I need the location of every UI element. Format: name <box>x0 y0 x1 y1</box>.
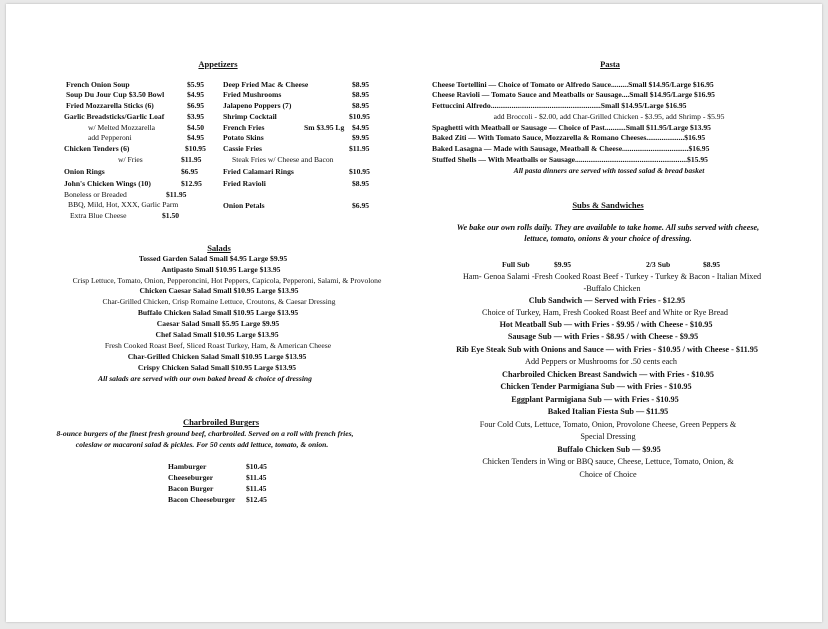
burger-price: $10.45 <box>246 462 267 471</box>
burgers-description: coleslaw or macaroni salad & pickles. For 50 cents add lettuce, tomato, & onion. <box>75 440 329 449</box>
appetizer-name: Soup Du Jour Cup $3.50 Bowl <box>66 90 165 99</box>
burger-price: $11.45 <box>246 473 267 482</box>
sub-line: Chicken Tender Parmigiana Sub — with Fries - $10.95 <box>500 382 692 391</box>
appetizer-price: $6.95 <box>352 201 370 210</box>
sub-line: Ham- Genoa Salami -Fresh Cooked Roast Beef - Turkey - Turkey & Bacon - Italian Mixed <box>462 272 762 281</box>
sub-line: Choice of Turkey, Ham, Fresh Cooked Roast Beef and White or Rye Bread <box>482 308 728 317</box>
pasta-line: add Broccoli - $2.00, add Char-Grilled Chicken - $3.95, add Shrimp - $5.95 <box>493 112 725 121</box>
sub-line: Choice of Choice <box>579 470 637 479</box>
sub-line: Baked Italian Fiesta Sub — $11.95 <box>547 407 669 416</box>
appetizer-name: John's Chicken Wings (10) <box>64 179 151 188</box>
two-thirds-sub-price: $8.95 <box>703 260 721 269</box>
burger-name: Cheeseburger <box>168 473 214 482</box>
appetizer-name: Onion Rings <box>64 167 105 176</box>
pasta-line: Fettuccini Alfredo..........................................................Small $14.95/Large $16.95 <box>432 101 687 110</box>
appetizer-price: $5.95 <box>187 80 205 89</box>
pasta-note: All pasta dinners are served with tossed salad & bread basket <box>513 166 705 175</box>
salad-line: Chicken Caesar Salad Small $10.95 Large $13.95 <box>139 286 299 295</box>
appetizer-name: Boneless or Breaded <box>64 190 127 199</box>
appetizer-price: $8.95 <box>352 101 370 110</box>
appetizer-size-prices: Sm $3.95 Lg <box>304 123 345 132</box>
salad-line: Buffalo Chicken Salad Small $10.95 Large $13.95 <box>137 308 299 317</box>
appetizer-price: $6.95 <box>181 167 199 176</box>
sub-line: Special Dressing <box>580 432 636 441</box>
appetizer-price: $11.95 <box>349 144 370 153</box>
appetizer-name: Cassie Fries <box>223 144 263 153</box>
appetizer-price: $3.95 <box>187 112 205 121</box>
appetizer-name: Deep Fried Mac & Cheese <box>223 80 309 89</box>
sub-line: Charbroiled Chicken Breast Sandwich — with Fries - $10.95 <box>502 370 714 379</box>
appetizer-name: Extra Blue Cheese <box>70 211 127 220</box>
subs-intro: We bake our own rolls daily. They are available to take home. All subs served with cheese, <box>456 223 760 232</box>
burger-price: $11.45 <box>246 484 267 493</box>
appetizer-name: Fried Calamari Rings <box>223 167 294 176</box>
pasta-line: Spaghetti with Meatball or Sausage — Choice of Past...........Small $11.95/Large $13.95 <box>432 123 711 132</box>
appetizer-name: Steak Fries w/ Cheese and Bacon <box>232 155 334 164</box>
appetizer-name: w/ Melted Mozzarella <box>88 123 156 132</box>
pasta-line: Baked Ziti — With Tomato Sauce, Mozzarella & Romano Cheeses....................$16.95 <box>432 133 706 142</box>
sub-line: Eggplant Parmigiana Sub — with Fries - $10.95 <box>511 395 679 404</box>
burger-name: Bacon Burger <box>168 484 214 493</box>
sub-line: Club Sandwich — Served with Fries - $12.95 <box>528 296 686 305</box>
appetizer-name: Chicken Tenders (6) <box>64 144 130 153</box>
appetizer-price: $8.95 <box>352 179 370 188</box>
pasta-line: Stuffed Shells — With Meatballs or Sausage...........................................................$15.95 <box>432 155 708 164</box>
appetizer-price: $11.95 <box>181 155 202 164</box>
subs-intro: lettuce, tomato, onions & your choice of dressing. <box>524 234 692 243</box>
appetizer-name: French Fries <box>223 123 265 132</box>
sub-line: Add Peppers or Mushrooms for .50 cents each <box>525 357 677 366</box>
appetizer-price: $9.95 <box>352 133 370 142</box>
appetizer-price: $4.95 <box>352 123 370 132</box>
appetizer-name: Garlic Breadsticks/Garlic Loaf <box>64 112 165 121</box>
salads-heading: Salads <box>207 243 231 253</box>
appetizer-name: Jalapeno Poppers (7) <box>223 101 292 110</box>
sub-line: Four Cold Cuts, Lettuce, Tomato, Onion, Provolone Cheese, Green Peppers & <box>479 420 737 429</box>
burgers-description: 8-ounce burgers of the finest fresh ground beef, charbroiled. Served on a roll with french fries, <box>56 429 354 438</box>
appetizer-name: French Onion Soup <box>66 80 130 89</box>
appetizer-name: Fried Ravioli <box>223 179 266 188</box>
appetizer-price: $10.95 <box>349 167 370 176</box>
appetizer-price: $8.95 <box>352 80 370 89</box>
appetizer-name: Onion Petals <box>223 201 265 210</box>
appetizer-name: Potato Skins <box>223 133 264 142</box>
burgers-heading: Charbroiled Burgers <box>182 417 260 427</box>
appetizer-price: $11.95 <box>166 190 187 199</box>
two-thirds-sub-label: 2/3 Sub <box>646 260 671 269</box>
burger-name: Bacon Cheeseburger <box>168 495 236 504</box>
salad-line: Antipasto Small $10.95 Large $13.95 <box>161 265 281 274</box>
pasta-line: Cheese Tortellini — Choice of Tomato or Alfredo Sauce.........Small $14.95/Large $16.95 <box>432 80 714 89</box>
appetizer-name: Shrimp Cocktail <box>223 112 277 121</box>
burger-price: $12.45 <box>246 495 267 504</box>
sub-line: Hot Meatball Sub — with Fries - $9.95 / with Cheese - $10.95 <box>499 320 713 329</box>
pasta-line: Cheese Ravioli — Tomato Sauce and Meatballs or Sausage....Small $14.95/Large $16.95 <box>432 90 715 99</box>
full-sub-price: $9.95 <box>554 260 572 269</box>
salad-line: Crisp Lettuce, Tomato, Onion, Pepperoncini, Hot Peppers, Capicola, Pepperoni, Salami, & Provolone <box>72 276 382 285</box>
appetizer-name: w/ Fries <box>118 155 143 164</box>
appetizer-price: $10.95 <box>185 144 206 153</box>
appetizer-price: $4.95 <box>187 90 205 99</box>
full-sub-label: Full Sub <box>502 260 530 269</box>
appetizer-price: $8.95 <box>352 90 370 99</box>
appetizers-heading: Appetizers <box>198 59 238 69</box>
appetizer-price: $1.50 <box>162 211 180 220</box>
appetizer-name: BBQ, Mild, Hot, XXX, Garlic Parm <box>68 200 179 209</box>
salad-line: Fresh Cooked Roast Beef, Sliced Roast Turkey, Ham, & American Cheese <box>104 341 332 350</box>
pasta-line: Baked Lasagna — Made with Sausage, Meatball & Cheese...................................$16.95 <box>432 144 710 153</box>
appetizer-price: $4.50 <box>187 123 205 132</box>
salad-line: Tossed Garden Salad Small $4.95 Large $9.95 <box>138 254 288 263</box>
salad-line: Char-Grilled Chicken Salad Small $10.95 Large $13.95 <box>127 352 307 361</box>
burger-name: Hamburger <box>168 462 207 471</box>
appetizer-price: $12.95 <box>181 179 202 188</box>
sub-line: Chicken Tenders in Wing or BBQ sauce, Cheese, Lettuce, Tomato, Onion, & <box>482 457 734 466</box>
appetizer-price: $10.95 <box>349 112 370 121</box>
sub-line: Sausage Sub — with Fries - $8.95 / with Cheese - $9.95 <box>507 332 699 341</box>
appetizer-name: Fried Mozzarella Sticks (6) <box>66 101 154 110</box>
sub-line: -Buffalo Chicken <box>583 284 641 293</box>
appetizer-name: add Pepperoni <box>88 133 132 142</box>
appetizer-price: $6.95 <box>187 101 205 110</box>
pasta-heading: Pasta <box>600 59 620 69</box>
appetizer-name: Fried Mushrooms <box>223 90 282 99</box>
subs-heading: Subs & Sandwiches <box>572 200 644 210</box>
salad-line: Chef Salad Small $10.95 Large $13.95 <box>155 330 279 339</box>
appetizer-price: $4.95 <box>187 133 205 142</box>
salad-line: Caesar Salad Small $5.95 Large $9.95 <box>156 319 280 328</box>
salad-note: All salads are served with our own baked bread & choice of dressing <box>98 374 312 383</box>
sub-line: Rib Eye Steak Sub with Onions and Sauce — with Fries - $10.95 / with Cheese - $11.95 <box>456 345 758 354</box>
sub-line: Buffalo Chicken Sub — $9.95 <box>557 445 661 454</box>
menu-page <box>6 4 822 622</box>
salad-line: Crispy Chicken Salad Small $10.95 Large $13.95 <box>137 363 297 372</box>
salad-line: Char-Grilled Chicken, Crisp Romaine Lettuce, Croutons, & Caesar Dressing <box>102 297 336 306</box>
